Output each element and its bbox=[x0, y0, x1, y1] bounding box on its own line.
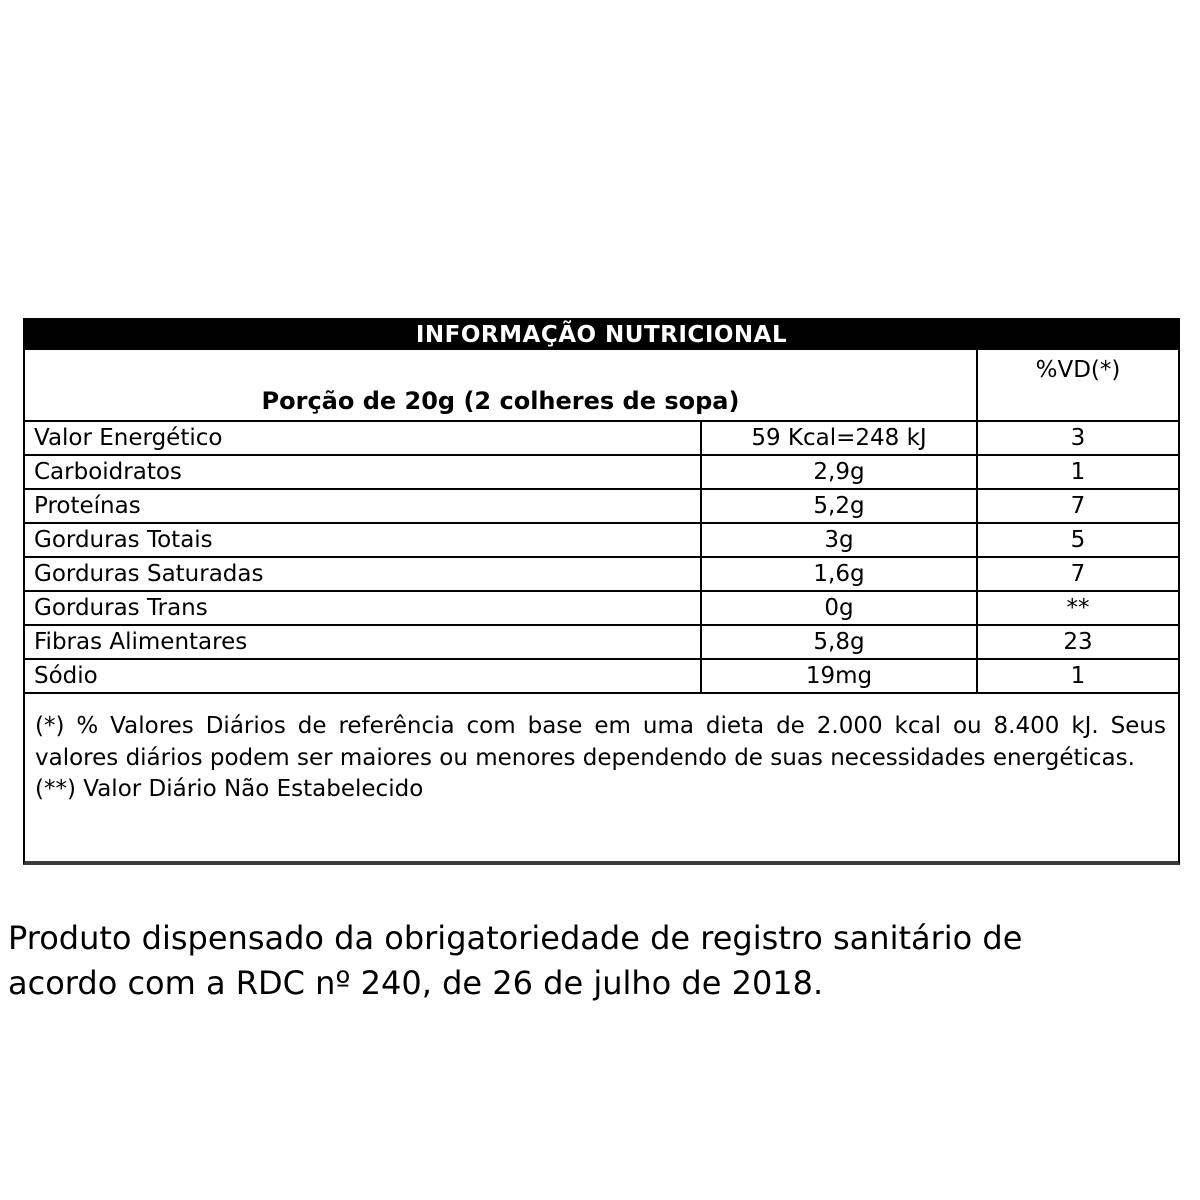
nutrient-amount: 59 Kcal=248 kJ bbox=[700, 422, 976, 454]
nutrient-daily-value: 7 bbox=[976, 490, 1178, 522]
nutrient-name: Sódio bbox=[34, 663, 98, 689]
nutrient-daily-value: 23 bbox=[976, 626, 1178, 658]
nutrient-daily-value: 1 bbox=[976, 456, 1178, 488]
nutrient-amount: 3g bbox=[700, 524, 976, 556]
table-row bbox=[25, 660, 1178, 694]
nutrient-name: Gorduras Saturadas bbox=[34, 561, 264, 587]
not-established-footnote: (**) Valor Diário Não Estabelecido bbox=[35, 776, 424, 803]
nutrient-name: Fibras Alimentares bbox=[34, 629, 248, 655]
nutrient-name: Carboidratos bbox=[34, 459, 182, 485]
nutrient-daily-value: 1 bbox=[976, 660, 1178, 692]
table-row bbox=[25, 422, 1178, 456]
nutrient-daily-value: 3 bbox=[976, 422, 1178, 454]
nutrient-amount: 2,9g bbox=[700, 456, 976, 488]
nutrition-facts-table bbox=[23, 318, 1180, 865]
table-row bbox=[25, 490, 1178, 524]
footnote-block bbox=[25, 694, 1178, 861]
table-row bbox=[25, 592, 1178, 626]
table-row bbox=[25, 524, 1178, 558]
nutrient-amount: 19mg bbox=[700, 660, 976, 692]
serving-size: Porção de 20g (2 colheres de sopa) bbox=[261, 387, 740, 415]
nutrient-daily-value: ** bbox=[976, 592, 1178, 624]
table-title: INFORMAÇÃO NUTRICIONAL bbox=[25, 320, 1178, 350]
nutrient-name: Gorduras Totais bbox=[34, 527, 213, 553]
nutrient-name: Gorduras Trans bbox=[34, 595, 208, 621]
table-row bbox=[25, 558, 1178, 592]
nutrient-name: Proteínas bbox=[34, 493, 141, 519]
daily-values-footnote: (*) % Valores Diários de referência com base em uma dieta de 2.000 kcal ou 8.400 kJ. Seus valores diários podem ser maiores ou menores dependendo de suas necessidades energéticas. bbox=[35, 713, 1166, 771]
table-row bbox=[25, 626, 1178, 660]
daily-value-column-header: %VD(*) bbox=[976, 350, 1178, 420]
nutrient-amount: 0g bbox=[700, 592, 976, 624]
nutrient-amount: 1,6g bbox=[700, 558, 976, 590]
serving-row bbox=[25, 350, 1178, 422]
nutrient-amount: 5,2g bbox=[700, 490, 976, 522]
nutrient-daily-value: 7 bbox=[976, 558, 1178, 590]
nutrient-amount: 5,8g bbox=[700, 626, 976, 658]
nutrient-name: Valor Energético bbox=[34, 425, 223, 451]
table-row bbox=[25, 456, 1178, 490]
nutrient-daily-value: 5 bbox=[976, 524, 1178, 556]
registration-disclaimer: Produto dispensado da obrigatoriedade de registro sanitário de acordo com a RDC nº 240, de 26 de julho de 2018. bbox=[8, 919, 1023, 1003]
